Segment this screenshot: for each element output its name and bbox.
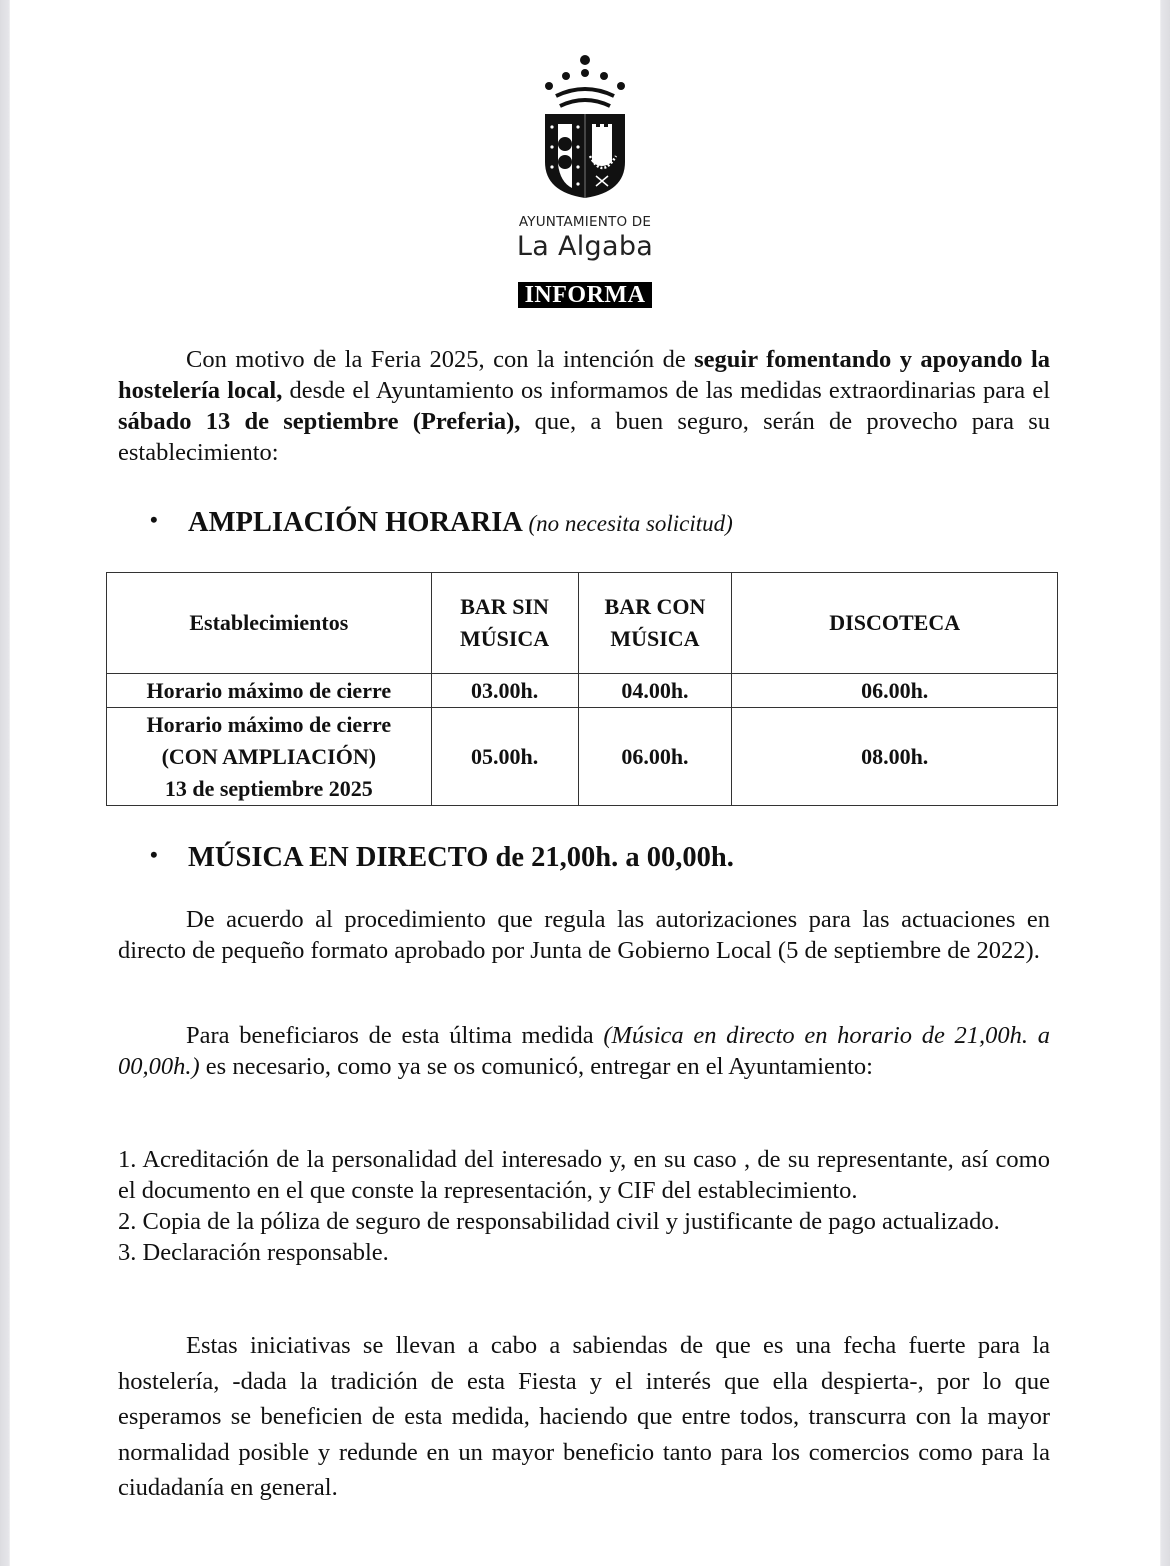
closing-paragraph	[118, 1328, 1050, 1506]
informa-badge: INFORMA	[518, 282, 652, 308]
table-cell: 06.00h.	[578, 708, 732, 806]
intro-bold-text: seguir fomentando y apoyando la hostelería local,	[118, 346, 1051, 404]
table-cell: 05.00h.	[431, 708, 578, 806]
page-frame-left	[0, 0, 10, 1566]
bullet-icon: •	[150, 842, 158, 867]
section-title: MÚSICA EN DIRECTO de 21,00h. a 00,00h.	[188, 842, 734, 873]
municipal-logo	[500, 52, 670, 262]
table-cell: 08.00h.	[732, 708, 1058, 806]
procedure-paragraph	[118, 904, 1050, 966]
table-cell: 06.00h.	[732, 674, 1058, 708]
intro-paragraph	[118, 344, 1050, 468]
page-frame-right	[1160, 0, 1170, 1566]
list-item: 3. Declaración responsable.	[118, 1239, 389, 1266]
intro-text: que, a buen seguro, serán de provecho para su establecimiento:	[118, 408, 1050, 466]
row-label: Horario máximo de cierre (CON AMPLIACIÓN) 13 de septiembre 2025	[107, 708, 432, 806]
beneficiaries-text: Para beneficiaros de esta última medida	[186, 1022, 604, 1049]
closing-text: Estas iniciativas se llevan a cabo a sabiendas de que es una fecha fuerte para la hostelería, -dada la tradición de esta Fiesta y el interés que ella despierta-, por lo que esperamos se beneficien de esta medida, haciendo que entre todos, transcurra con la mayor normalidad posible y redunde en un mayor beneficio tanto para los comercios como para la ciudadanía en general.	[118, 1332, 1050, 1501]
town-name: La Algaba	[516, 231, 654, 262]
header-cell: Establecimientos	[107, 573, 432, 674]
bullet-icon: •	[150, 507, 158, 532]
section-note: (no necesita solicitud)	[528, 511, 733, 536]
table-row	[107, 708, 1058, 806]
section-title: AMPLIACIÓN HORARIA	[188, 507, 522, 538]
header-cell: BAR CON MÚSICA	[578, 573, 732, 674]
beneficiaries-text: es necesario, como ya se os comunicó, entregar en el Ayuntamiento:	[199, 1053, 873, 1080]
list-item: 2. Copia de la póliza de seguro de responsabilidad civil y justificante de pago actualizado.	[118, 1208, 1000, 1235]
table-cell: 04.00h.	[578, 674, 732, 708]
intro-text: Con motivo de la Feria 2025, con la intención de	[186, 346, 695, 373]
header-cell: BAR SIN MÚSICA	[431, 573, 578, 674]
row-label: Horario máximo de cierre	[107, 674, 432, 708]
beneficiaries-paragraph	[118, 1020, 1050, 1082]
intro-bold-date: sábado 13 de septiembre (Preferia),	[118, 408, 521, 435]
closing-hours-table	[106, 572, 1058, 806]
table-header-row	[107, 573, 1058, 674]
list-item: 1. Acreditación de la personalidad del interesado y, en su caso , de su representante, así como el documento en el que conste la representación, y CIF del establecimiento.	[118, 1146, 1050, 1204]
coat-of-arms-icon	[540, 52, 630, 200]
table-cell: 03.00h.	[431, 674, 578, 708]
ayuntamiento-label: AYUNTAMIENTO DE	[518, 214, 652, 230]
beneficiaries-italic: (Música en directo en horario de 21,00h. a 00,00h.)	[118, 1022, 1050, 1080]
header-cell: DISCOTECA	[732, 573, 1058, 674]
intro-text: desde el Ayuntamiento os informamos de las medidas extraordinarias para el	[282, 377, 1050, 404]
procedure-text: De acuerdo al procedimiento que regula las autorizaciones para las actuaciones en directo de pequeño formato aprobado por Junta de Gobierno Local (5 de septiembre de 2022).	[118, 906, 1050, 964]
requirements-list	[118, 1144, 1050, 1268]
table-row	[107, 674, 1058, 708]
